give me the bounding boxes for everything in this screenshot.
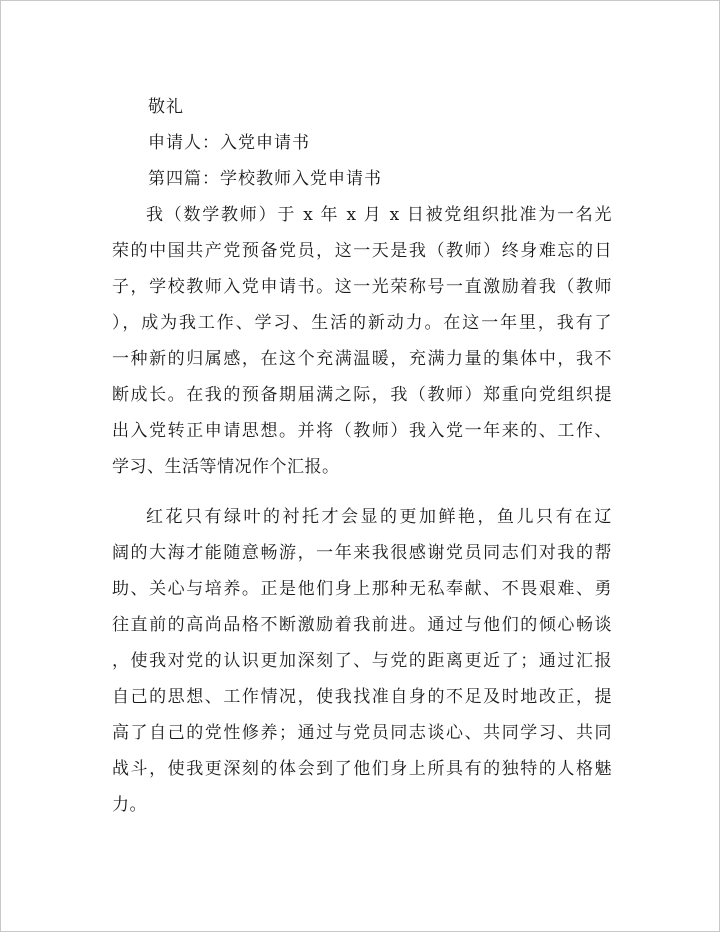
paragraph-gap <box>112 485 612 499</box>
paragraph-line: 一种新的归属感，在这个充满温暖，充满力量的集体中，我不 <box>112 349 612 369</box>
paragraph-line: 往直前的高尚品格不断激励着我前进。通过与他们的倾心畅谈 <box>112 615 612 635</box>
applicant-line: 申请人：入党申请书 <box>148 133 310 153</box>
paragraph-line: 断成长。在我的预备期届满之际，我（教师）郑重向党组织提 <box>112 385 612 405</box>
paragraph-line: ，使我对党的认识更加深刻了、与党的距离更近了；通过汇报 <box>112 651 612 671</box>
closing-salutation: 敬礼 <box>148 97 184 117</box>
paragraph-line: 战斗，使我更深刻的体会到了他们身上所具有的独特的人格魅 <box>112 759 612 779</box>
paragraph-line: ），成为我工作、学习、生活的新动力。在这一年里，我有了 <box>112 313 612 333</box>
paragraph-line: 学习、生活等情况作个汇报。 <box>112 457 340 477</box>
paragraph-line: 红花只有绿叶的衬托才会显的更加鲜艳，鱼儿只有在辽 <box>146 507 612 527</box>
paragraph-line: 荣的中国共产党预备党员，这一天是我（教师）终身难忘的日 <box>112 241 612 261</box>
paragraph-line: 力。 <box>112 795 147 815</box>
paragraph-line: 我（数学教师）于 x 年 x 月 x 日被党组织批准为一名光 <box>146 205 612 225</box>
paragraph-line: 子，学校教师入党申请书。这一光荣称号一直激励着我（教师 <box>112 277 612 297</box>
document-body <box>112 89 612 823</box>
paragraph-line: 自己的思想、工作情况，使我找准自身的不足及时地改正，提 <box>112 687 612 707</box>
paragraph-2 <box>112 499 612 823</box>
paragraph-1 <box>112 197 612 485</box>
paragraph-line: 助、关心与培养。正是他们身上那种无私奉献、不畏艰难、勇 <box>112 579 612 599</box>
paragraph-line: 出入党转正申请思想。并将（教师）我入党一年来的、工作、 <box>112 421 612 441</box>
paragraph-line: 阔的大海才能随意畅游，一年来我很感谢党员同志们对我的帮 <box>112 543 612 563</box>
paragraph-line: 高了自己的党性修养；通过与党员同志谈心、共同学习、共同 <box>112 723 612 743</box>
section-title: 第四篇：学校教师入党申请书 <box>148 169 382 189</box>
